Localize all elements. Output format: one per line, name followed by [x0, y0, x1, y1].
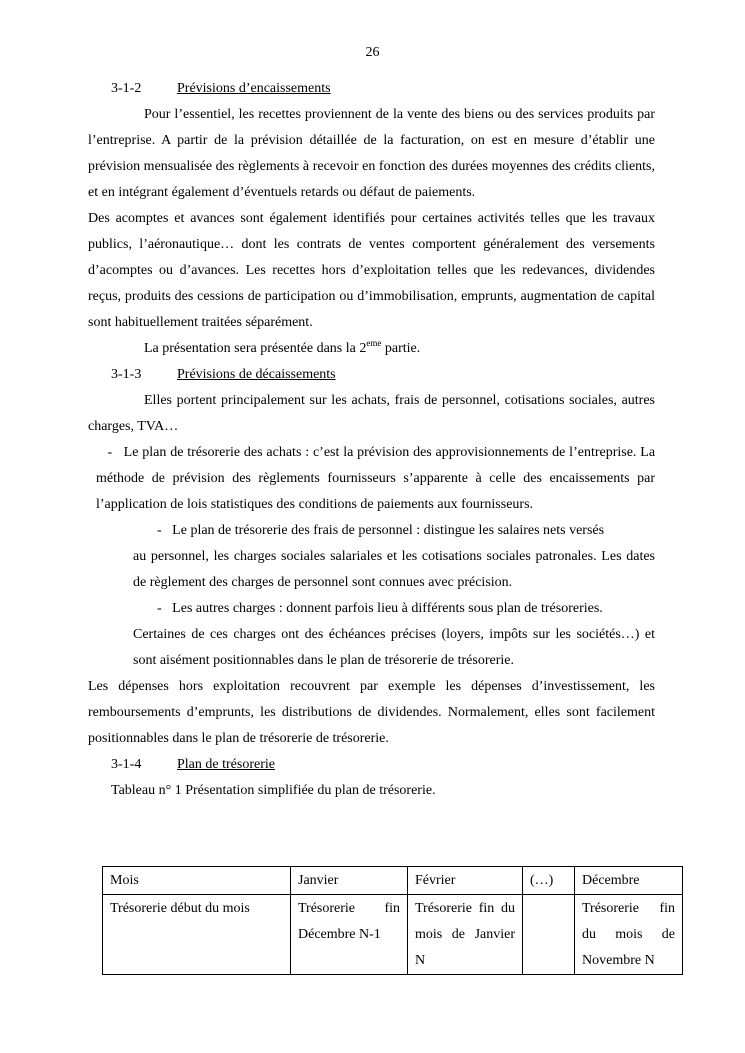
- page-body: [88, 76, 655, 804]
- section-heading-3-1-3: [88, 362, 655, 388]
- table-header-cell: Janvier: [291, 867, 408, 895]
- bullet-item: [88, 596, 655, 674]
- section-number: 3-1-2: [111, 81, 142, 96]
- bullet-marker: -: [157, 523, 162, 538]
- cash-plan-table: [102, 866, 683, 975]
- bullet-continuation: au personnel, les charges sociales salariales et les cotisations sociales patronales. Les dates de règlement des charges de personnel sont connues avec précision.: [133, 549, 655, 590]
- table-header-cell: Février: [408, 867, 523, 895]
- superscript: eme: [366, 338, 382, 348]
- paragraph: Des acomptes et avances sont également identifiés pour certaines activités telles que les travaux publics, l’aéronautique… dont les contrats de ventes comportent généralement des versements d’acomptes ou d’avances. Les recettes hors d’exploitation telles que les redevances, dividendes reçus, produits des cessions de participation ou d’immobilisation, emprunts, augmentation de capital sont habituellement traitées séparément.: [88, 211, 655, 330]
- bullet-text: [96, 440, 655, 518]
- bullet-content: Le plan de trésorerie des frais de personnel : distingue les salaires nets versés: [172, 523, 605, 538]
- paragraph: Pour l’essentiel, les recettes proviennent de la vente des biens ou des services produits par l’entreprise. A partir de la prévision détaillée de la facturation, on est en mesure d’établir une prévision mensualisée des règlements à recevoir en fonction des durées moyennes des crédits clients, et en intégrant également d’éventuels retards ou défaut de paiements.: [88, 107, 655, 200]
- paragraph: [88, 336, 655, 362]
- paragraph: Les dépenses hors exploitation recouvrent par exemple les dépenses d’investissement, les remboursements d’emprunts, les distributions de dividendes. Normalement, elles sont facilement positionnables dans le plan de trésorerie de trésorerie.: [88, 679, 655, 746]
- table-header-cell: Décembre: [575, 867, 683, 895]
- table-caption: Tableau n° 1 Présentation simplifiée du plan de trésorerie.: [111, 783, 436, 798]
- bullet-marker: -: [157, 601, 162, 616]
- table-cell: Trésorerie fin Décembre N-1: [291, 895, 408, 975]
- table-cell: Trésorerie fin du mois de Novembre N: [575, 895, 683, 975]
- bullet-continuation: Certaines de ces charges ont des échéances précises (loyers, impôts sur les sociétés…) et sont aisément positionnables dans le plan de trésorerie de trésorerie.: [133, 627, 655, 668]
- bullet-marker: -: [107, 445, 113, 460]
- bullet-item: [88, 518, 655, 596]
- bullet-content: Le plan de trésorerie des achats : c’est la prévision des approvisionnements de l’entreprise. La méthode de prévision des règlements fournisseurs s’apparente à celle des encaissements par l’application de lois statistiques des conditions de paiements aux fournisseurs.: [96, 445, 656, 512]
- bullet-first-line: [133, 518, 655, 544]
- paragraph: Elles portent principalement sur les achats, frais de personnel, cotisations sociales, autres charges, TVA…: [88, 393, 655, 434]
- table-cell: Trésorerie fin du mois de Janvier N: [408, 895, 523, 975]
- bullet-content: Les autres charges : donnent parfois lieu à différents sous plan de trésoreries.: [172, 601, 603, 616]
- table-cell: [523, 895, 575, 975]
- section-number: 3-1-3: [111, 367, 142, 382]
- paragraph-text: La présentation sera présentée dans la 2: [144, 341, 367, 356]
- section-title: Plan de trésorerie: [177, 757, 275, 772]
- table-header-row: [103, 867, 683, 895]
- table-header-cell: (…): [523, 867, 575, 895]
- section-heading-3-1-4: [88, 752, 655, 778]
- page-number: 26: [365, 45, 380, 60]
- table-cell: Trésorerie début du mois: [103, 895, 291, 975]
- section-title: Prévisions de décaissements: [177, 367, 336, 382]
- table-row: [103, 895, 683, 975]
- paragraph-text: partie.: [381, 341, 421, 356]
- section-number: 3-1-4: [111, 757, 142, 772]
- table-header-cell: Mois: [103, 867, 291, 895]
- bullet-item: [88, 440, 655, 518]
- bullet-first-line: [133, 596, 655, 622]
- section-title: Prévisions d’encaissements: [177, 81, 331, 96]
- section-heading-3-1-2: [88, 76, 655, 102]
